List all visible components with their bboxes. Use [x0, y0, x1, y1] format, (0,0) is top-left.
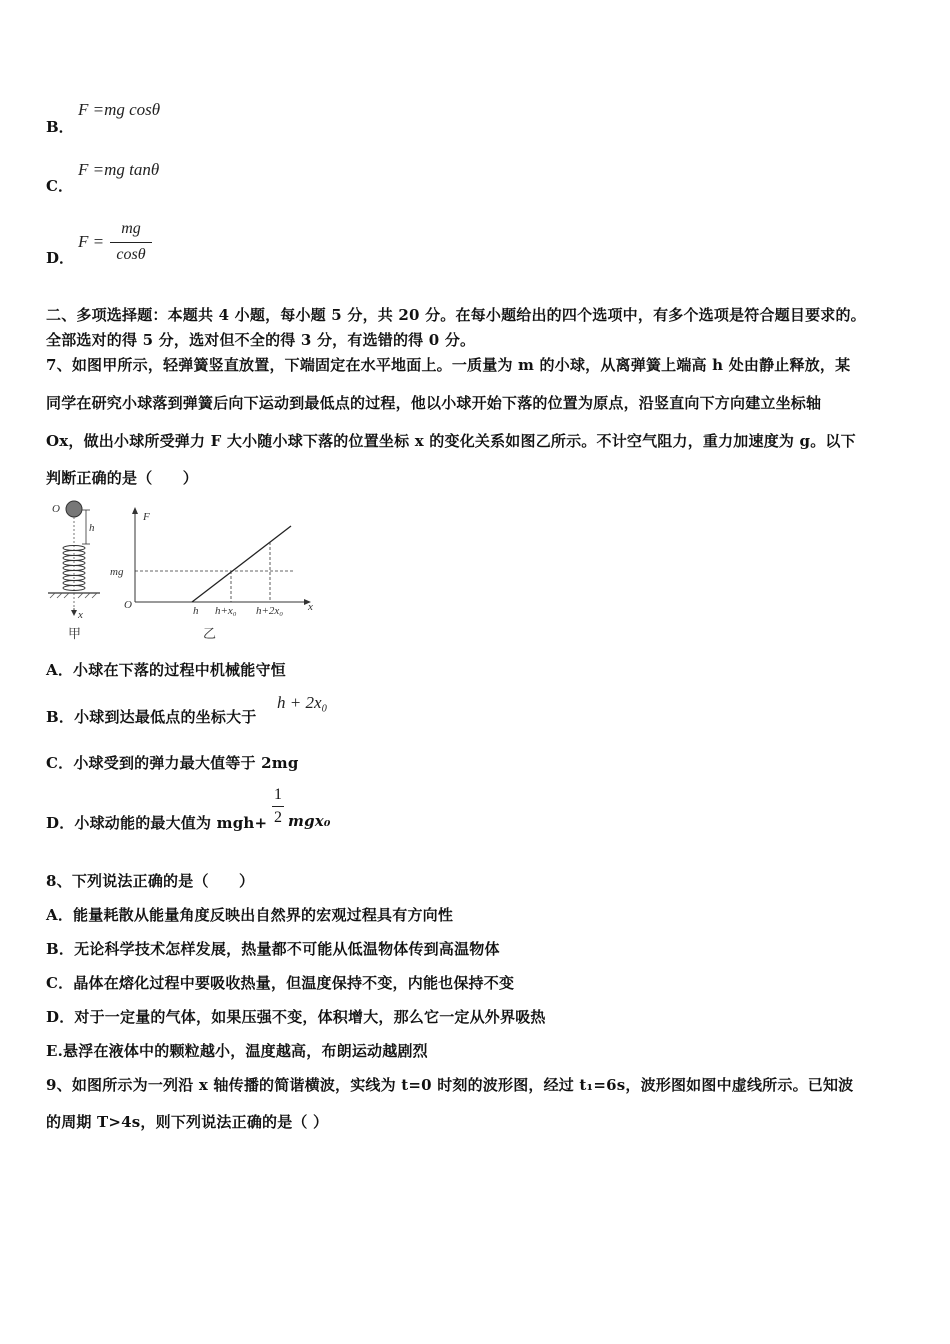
option-d-formula-lhs: F = [78, 232, 105, 251]
spring-diagram [48, 501, 100, 642]
q9-line-2: 的周期 T>4s，则下列说法正确的是（ ） [46, 1113, 329, 1131]
section-2-line-2: 全部选对的得 5 分，选对但不全的得 3 分，有选错的得 0 分。 [46, 331, 476, 349]
section-2-line-1: 二、多项选择题：本题共 4 小题，每小题 5 分，共 20 分。在每小题给出的四个选项中，有多个选项是符合题目要求的。 [46, 306, 866, 324]
label-h: h [89, 522, 95, 534]
q8-option-e: E.悬浮在液体中的颗粒越小，温度越高，布朗运动越剧烈 [46, 1042, 428, 1060]
q7-d-numerator: 1 [274, 786, 282, 803]
q7-line-1: 7、如图甲所示，轻弹簧竖直放置，下端固定在水平地面上。一质量为 m 的小球，从离弹簧上端高 h 处由静止释放，某 [46, 356, 851, 374]
spring-icon [63, 546, 85, 591]
label-mg: mg [110, 566, 124, 578]
q7-figure [40, 496, 330, 646]
q7-option-d: D．小球动能的最大值为 mgh+ [46, 814, 268, 832]
label-x: x [308, 601, 313, 613]
label-origin: O [124, 599, 132, 611]
q7-d-fraction-bar [272, 806, 284, 807]
q7-d-denominator: 2 [274, 809, 282, 826]
force-line [192, 526, 291, 602]
ball-icon [66, 501, 82, 517]
fraction-bar [110, 242, 152, 243]
tick-h-2x0: h+2x₀ [256, 605, 284, 617]
tick-h: h [193, 605, 199, 617]
option-b-letter: B． [46, 118, 74, 136]
option-b-formula: F =mg cosθ [78, 100, 161, 119]
q8-stem: 8、下列说法正确的是（ ） [46, 872, 255, 890]
q7-line-3: Ox，做出小球所受弹力 F 大小随小球下落的位置坐标 x 的变化关系如图乙所示。不计空气阻力，重力加速度为 g。以下 [46, 432, 856, 450]
q7-option-b: B．小球到达最低点的坐标大于 [46, 708, 257, 726]
q7-option-b-formula: h + 2x₀ [277, 693, 328, 712]
caption-jia: 甲 [68, 627, 82, 642]
tick-h-x0: h+x₀ [215, 605, 237, 617]
q7-option-a: A．小球在下落的过程中机械能守恒 [46, 661, 286, 679]
force-graph [110, 507, 313, 642]
q9-line-1: 9、如图所示为一列沿 x 轴传播的简谐横波，实线为 t=0 时刻的波形图，经过 t₁=6s，波形图如图中虚线所示。已知波 [46, 1076, 854, 1094]
label-x-left: x [78, 609, 83, 621]
label-f: F [143, 511, 150, 523]
q8-option-d: D．对于一定量的气体，如果压强不变，体积增大，那么它一定从外界吸热 [46, 1008, 546, 1026]
q7-option-d-suffix: mgx₀ [288, 812, 331, 830]
ground-hatch [50, 593, 97, 598]
label-o-top: O [52, 503, 60, 515]
option-d-letter: D． [46, 249, 75, 267]
q7-line-2: 同学在研究小球落到弹簧后向下运动到最低点的过程，他以小球开始下落的位置为原点，沿竖直向下方向建立坐标轴 [46, 394, 822, 412]
q7-line-4: 判断正确的是（ ） [46, 469, 199, 487]
q8-option-a: A．能量耗散从能量角度反映出自然界的宏观过程具有方向性 [46, 906, 454, 924]
q8-option-c: C．晶体在熔化过程中要吸收热量，但温度保持不变，内能也保持不变 [46, 974, 515, 992]
option-c-letter: C． [46, 177, 73, 195]
option-c-formula: F =mg tanθ [78, 160, 160, 179]
caption-yi: 乙 [203, 627, 217, 642]
option-d-numerator: mg [121, 220, 141, 237]
option-d-denominator: cosθ [116, 246, 146, 263]
q7-option-c: C．小球受到的弹力最大值等于 2mg [46, 754, 299, 772]
q8-option-b: B．无论科学技术怎样发展，热量都不可能从低温物体传到高温物体 [46, 940, 500, 958]
